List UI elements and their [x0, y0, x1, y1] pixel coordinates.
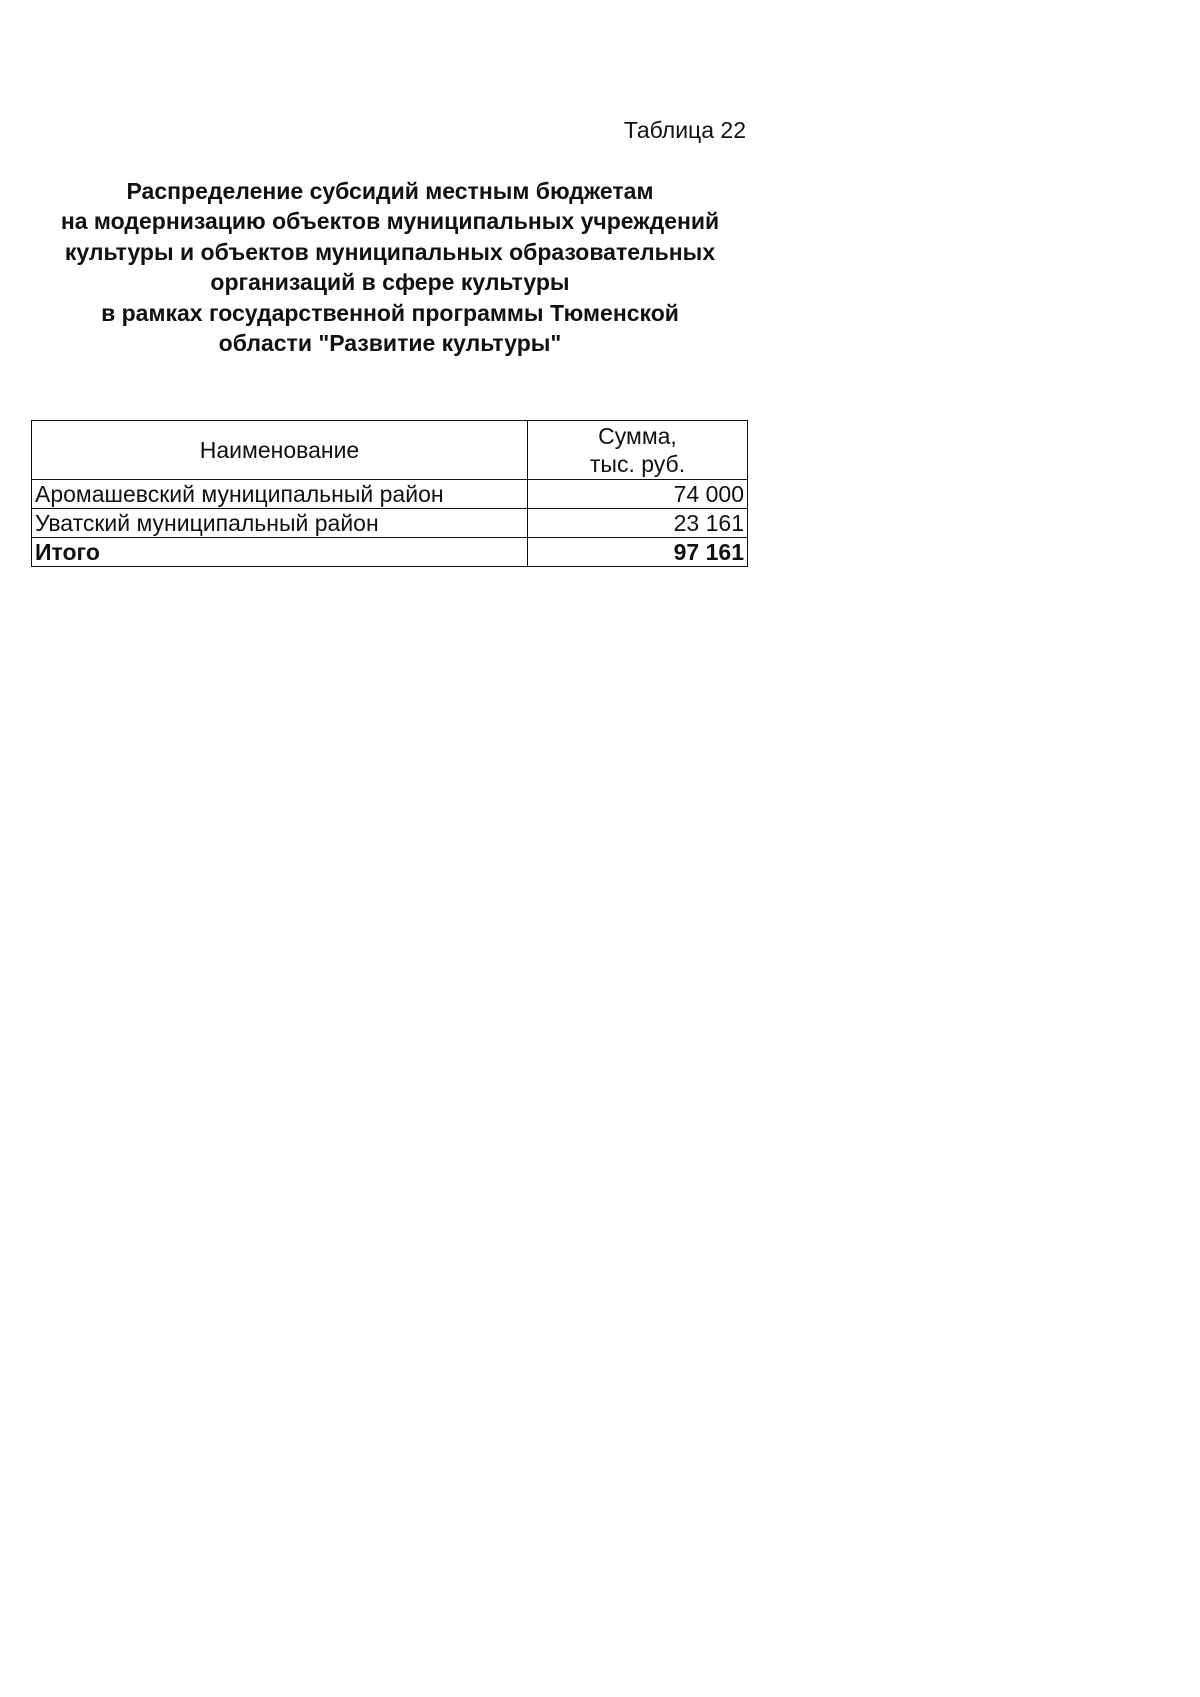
total-sum: 97 161	[528, 538, 748, 567]
table-total-row	[32, 538, 748, 567]
title-line: Распределение субсидий местным бюджетам	[126, 178, 654, 204]
title-line: в рамках государственной программы Тюменской	[101, 299, 679, 326]
header-sum	[528, 421, 748, 480]
row-sum: 74 000	[528, 480, 748, 509]
total-name: Итого	[32, 538, 528, 567]
row-sum: 23 161	[528, 509, 748, 538]
subsidies-table	[31, 420, 748, 567]
row-name: Аромашевский муниципальный район	[32, 480, 528, 509]
row-name: Уватский муниципальный район	[32, 509, 528, 538]
title-line: на модернизацию объектов муниципальных учреждений	[60, 208, 720, 235]
table-row	[32, 480, 748, 509]
header-sum-unit: тыс. руб.	[589, 451, 686, 477]
header-sum-line: Сумма,	[598, 423, 677, 449]
title-line: организаций в сфере культуры	[210, 269, 570, 296]
table-row	[32, 509, 748, 538]
title-line: культуры и объектов муниципальных образовательных	[64, 238, 716, 265]
title-line: области "Развитие культуры"	[218, 330, 562, 357]
table-number: Таблица 22	[623, 117, 746, 143]
document-title	[30, 176, 750, 358]
table-header-row	[32, 421, 748, 480]
header-name: Наименование	[32, 421, 528, 480]
